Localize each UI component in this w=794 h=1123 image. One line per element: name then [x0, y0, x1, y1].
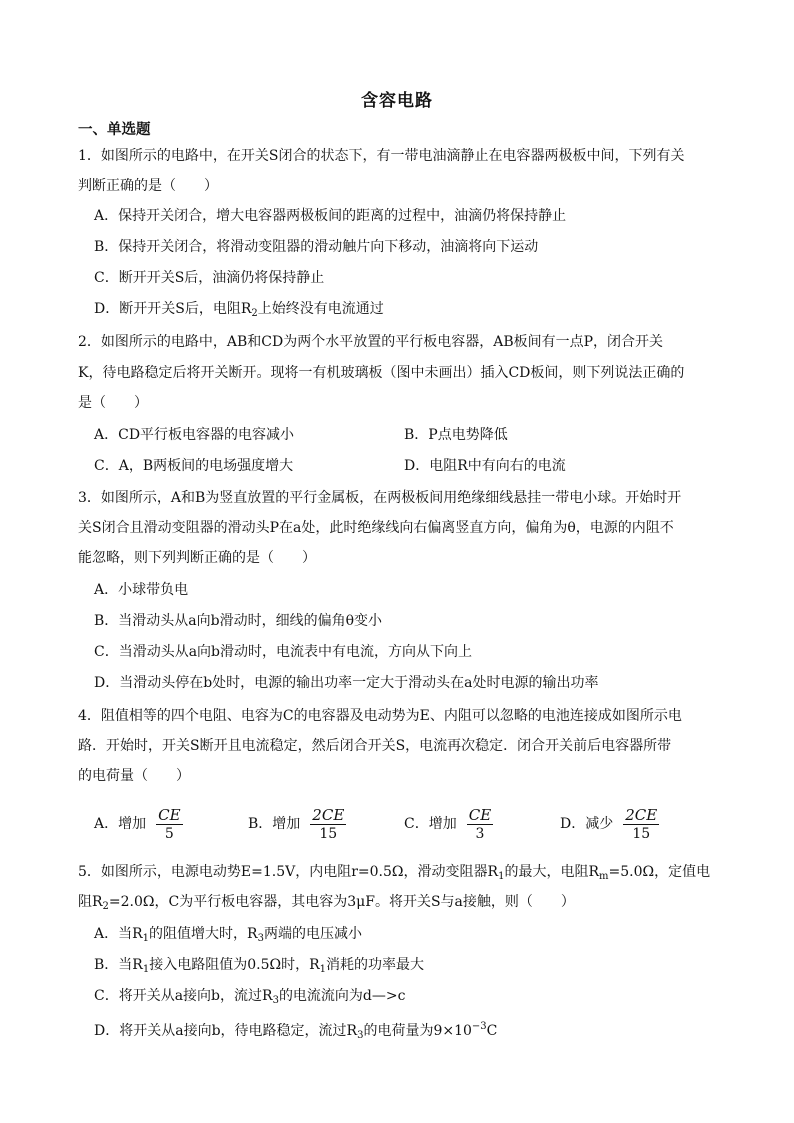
fraction	[310, 806, 346, 843]
q1-stem-line-2: 判断正确的是（ ）	[78, 178, 218, 194]
q2-option-a: A．CD平行板电容器的电容减小	[94, 427, 295, 443]
q3-option-d: D．当滑动头停在b处时，电源的输出功率一定大于滑动头在a处时电源的输出功率	[94, 675, 599, 691]
text: =5.0Ω，定值电	[608, 864, 711, 880]
q4-stem-line-1: 4．阻值相等的四个电阻、电容为C的电容器及电动势为E、内阻可以忽略的电池连接成如图所示电	[78, 708, 682, 724]
text: D．将开关从a接向b，待电路稳定，流过R	[94, 1023, 358, 1039]
q3-option-a: A．小球带负电	[94, 582, 189, 598]
q4-option-a	[94, 804, 183, 844]
text: 接入电路阻值为0.5Ω时，R	[149, 957, 320, 973]
q2-stem-line-1: 2．如图所示的电路中，AB和CD为两个水平放置的平行板电容器，AB板间有一点P，闭合开关	[78, 334, 664, 350]
q3-option-b: B．当滑动头从a向b滑动时，细线的偏角θ变小	[94, 613, 383, 629]
text: A．当R	[94, 926, 143, 942]
fraction	[623, 806, 659, 843]
q1-option-a: A．保持开关闭合，增大电容器两极板间的距离的过程中，油滴仍将保持静止	[94, 208, 567, 224]
q4-option-d-label: D．减少	[560, 816, 614, 832]
q4-option-c-label: C．增加	[404, 816, 457, 832]
numerator: CE	[158, 805, 181, 824]
section-heading: 一、单选题	[78, 122, 151, 138]
subscript: m	[599, 871, 609, 882]
text: 的阻值增大时，R	[149, 926, 258, 942]
text: 两端的电压减小	[263, 926, 362, 942]
denominator: 15	[319, 825, 338, 842]
q2-stem-line-2: K，待电路稳定后将开关断开。现将一有机玻璃板（图中未画出）插入CD板间，则下列说法正确的	[78, 365, 685, 381]
subscript: 1	[142, 933, 150, 944]
subscript: 3	[272, 995, 279, 1006]
subscript: 1	[319, 964, 327, 975]
q1-stem-line-1: 1．如图所示的电路中，在开关S闭合的状态下，有一带电油滴静止在电容器两极板中间，下列有关	[78, 148, 685, 164]
text: 消耗的功率最大	[326, 957, 425, 973]
q1-option-d	[94, 299, 384, 324]
q4-option-b-label: B．增加	[248, 816, 301, 832]
subscript: 2	[102, 901, 109, 912]
q3-stem-line-3: 能忽略，则下列判断正确的是（ ）	[78, 550, 316, 566]
fraction	[467, 806, 493, 843]
q4-option-d	[560, 804, 659, 844]
q4-option-b	[248, 804, 346, 844]
q5-option-b	[94, 955, 424, 980]
q4-option-a-label: A．增加	[94, 816, 147, 832]
q2-option-d: D．电阻R中有向右的电流	[404, 458, 566, 474]
text: C．将开关从a接向b，流过R	[94, 988, 273, 1004]
q5-stem-line-2	[78, 892, 575, 917]
q2-stem-line-3: 是（ ）	[78, 395, 148, 411]
q3-stem-line-2: 关S闭合且滑动变阻器的滑动头P在a处，此时绝缘线向右偏离竖直方向，偏角为θ，电源的内阻不	[78, 520, 674, 536]
superscript: −3	[471, 1021, 487, 1032]
q4-option-c	[404, 804, 493, 844]
q5-option-d	[94, 1017, 497, 1046]
subscript: 1	[498, 871, 505, 882]
text: C	[486, 1023, 498, 1039]
text: B．当R	[94, 957, 143, 973]
q2-option-b: B．P点电势降低	[404, 427, 508, 443]
q4-stem-line-3: 的电荷量（ ）	[78, 768, 190, 784]
subscript: 3	[257, 933, 264, 944]
numerator: 2CE	[312, 805, 345, 824]
q4-stem-line-2: 路．开始时，开关S断开且电流稳定，然后闭合开关S，电流再次稳定．闭合开关前后电容器所带	[78, 738, 672, 754]
denominator: 5	[164, 825, 174, 842]
text: 的电流流向为d—>c	[278, 988, 406, 1004]
text: 的最大，电阻R	[504, 864, 599, 880]
text: =2.0Ω，C为平行板电容器，其电容为3μF。将开关S与a接触，则（ ）	[108, 894, 575, 910]
page-title: 含容电路	[361, 91, 433, 111]
denominator: 15	[632, 825, 651, 842]
q1-option-d-text: D．断开开关S后，电阻R	[94, 301, 252, 317]
q2-option-c: C．A，B两板间的电场强度增大	[94, 458, 294, 474]
denominator: 3	[475, 825, 485, 842]
subscript: 3	[357, 1030, 364, 1041]
text: 5．如图所示，电源电动势E=1.5V，内电阻r=0.5Ω，滑动变阻器R	[78, 864, 499, 880]
fraction	[156, 806, 182, 843]
numerator: CE	[468, 805, 492, 824]
text: 的电荷量为9×10	[363, 1023, 472, 1039]
q5-option-c	[94, 986, 405, 1011]
q1-option-c: C．断开开关S后，油滴仍将保持静止	[94, 270, 325, 286]
subscript: 1	[142, 964, 150, 975]
q3-stem-line-1: 3．如图所示，A和B为竖直放置的平行金属板，在两极板间用绝缘细线悬挂一带电小球。开始时开	[78, 490, 682, 506]
q1-option-b: B．保持开关闭合，将滑动变阻器的滑动触片向下移动，油滴将向下运动	[94, 239, 539, 255]
subscript: 2	[251, 308, 258, 319]
q1-option-d-text-end: 上始终没有电流通过	[257, 301, 384, 317]
q5-option-a	[94, 924, 362, 949]
q5-stem-line-1	[78, 862, 710, 887]
text: 阻R	[78, 894, 103, 910]
q3-option-c: C．当滑动头从a向b滑动时，电流表中有电流，方向从下向上	[94, 644, 473, 660]
numerator: 2CE	[625, 805, 658, 824]
